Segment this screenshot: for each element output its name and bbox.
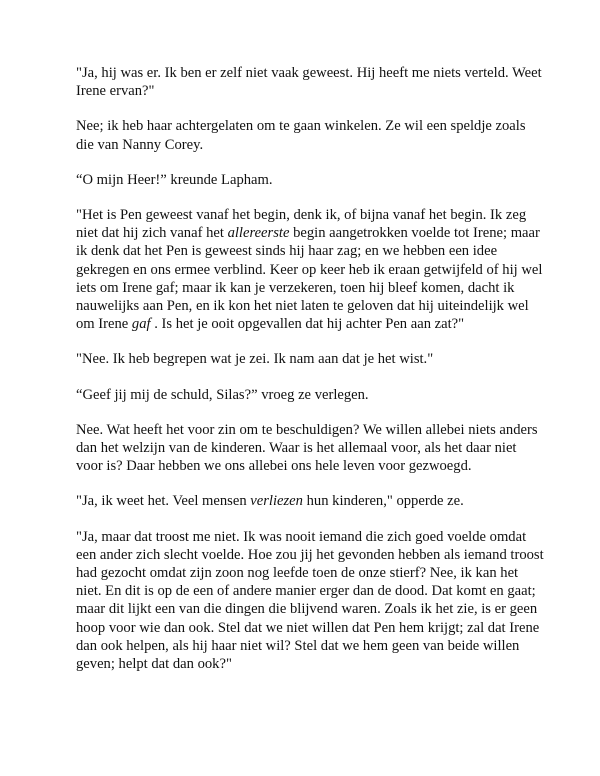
paragraph-8 [76,492,546,510]
paragraph-1 [76,64,546,100]
text-segment: begin aangetrokken voelde tot Irene; maar ik denk dat het Pen is geweest sinds hij haar zag; en we hebben een idee gekregen en ons ermee verblind. Keer op keer heb ik eraan getwijfeld of hij wel iets om Irene gaf; maar ik kan je verzekeren, toen hij bleef komen, dacht ik nauwelijks aan Pen, en ik kon het niet laten te geloven dat hij uiteindelijk wel om Irene [76,225,543,333]
paragraph-4 [76,206,546,333]
italic-text-segment: allereerste [227,225,290,242]
paragraph-5 [76,350,546,368]
paragraph-6 [76,386,546,404]
text-segment: "Ja, ik weet het. Veel mensen [76,493,251,510]
text-segment: Nee. Wat heeft het voor zin om te beschuldigen? We willen allebei niets anders dan het welzijn van de kinderen. Waar is het allemaal voor, als het daar niet voor is? Daar hebben we ons allebei ons hele leven voor gezwoegd. [76,421,538,475]
text-segment: “Geef jij mij de schuld, Silas?” vroeg ze verlegen. [76,386,369,403]
document-page [76,64,546,690]
paragraph-2 [76,117,546,153]
text-segment: "Ja, hij was er. Ik ben er zelf niet vaak geweest. Hij heeft me niets verteld. Weet Irene ervan?" [76,65,542,100]
paragraph-3 [76,171,546,189]
text-segment: . Is het je ooit opgevallen dat hij achter Pen aan zat?" [150,316,465,333]
paragraph-7 [76,421,546,476]
paragraph-9 [76,528,546,674]
text-segment: "Ja, maar dat troost me niet. Ik was nooit iemand die zich goed voelde omdat een ander zich slecht voelde. Hoe zou jij het gevonden hebben als iemand troost had gezocht omdat zijn zoon nog leefde toen de onze stierf? Nee, ik kan het niet. En dit is op de een of andere manier erger dan de dood. Dat komt en gaat; maar dit lijkt een van die dingen die blijvend waren. Zoals ik het zie, is er geen hoop voor wie dan ook. Stel dat we niet willen dat Pen hem krijgt; zal dat Irene dan ook helpen, als hij haar niet wil? Stel dat we hem geen van beide willen geven; helpt dat dan ook?" [76,528,544,673]
text-segment: Nee; ik heb haar achtergelaten om te gaan winkelen. Ze wil een speldje zoals die van Nanny Corey. [76,118,526,153]
text-segment: hun kinderen," opperde ze. [302,493,464,510]
italic-text-segment: gaf [131,316,151,333]
italic-text-segment: verliezen [250,493,303,510]
text-segment: "Nee. Ik heb begrepen wat je zei. Ik nam aan dat je het wist." [76,351,434,368]
text-segment: "Het is Pen geweest vanaf het begin, denk ik, of bijna vanaf het begin. Ik zeg niet dat hij zich vanaf het [76,207,527,242]
text-segment: “O mijn Heer!” kreunde Lapham. [76,171,273,188]
